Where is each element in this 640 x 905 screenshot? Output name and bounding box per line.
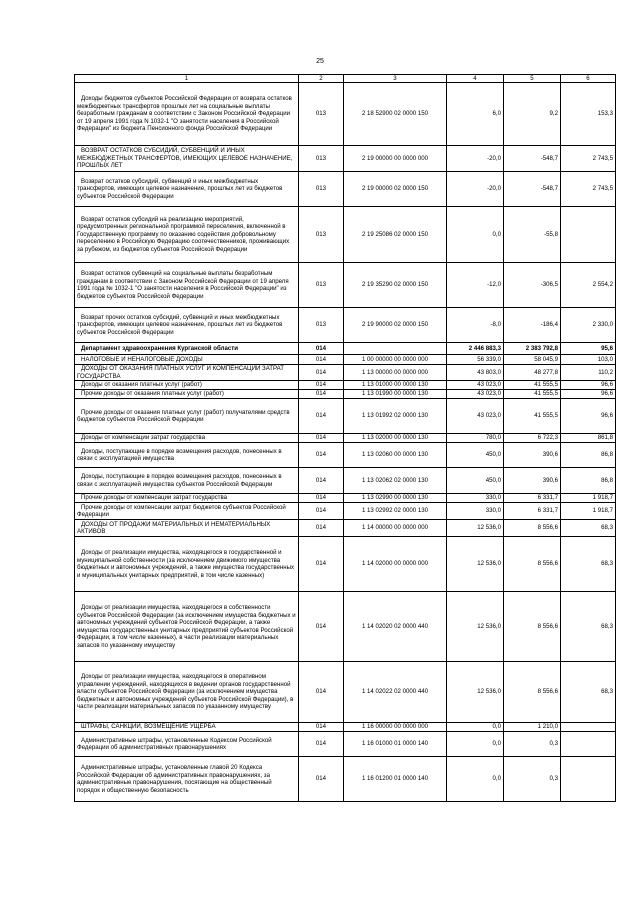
- actual-value-cell: 2 383 792,8: [504, 343, 561, 355]
- plan-value-cell: 12 536,0: [447, 662, 504, 723]
- actual-value-cell: 8 556,6: [504, 662, 561, 723]
- percent-cell: 2 743,5: [561, 146, 616, 172]
- admin-code-cell: 014: [299, 399, 344, 434]
- budget-code-cell: 1 16 01200 01 0000 140: [344, 757, 447, 802]
- actual-value-cell: 8 556,6: [504, 592, 561, 662]
- row-name-cell: Доходы от оказания платных услуг (работ): [75, 381, 299, 390]
- actual-value-cell: 41 555,5: [504, 381, 561, 390]
- plan-value-cell: 780,0: [447, 434, 504, 443]
- header-cell: 1: [75, 75, 299, 83]
- actual-value-cell: 0,3: [504, 732, 561, 757]
- table-row: [75, 343, 616, 355]
- percent-cell: [561, 723, 616, 732]
- table-row: [75, 592, 616, 662]
- table-row: [75, 503, 616, 520]
- budget-code-cell: 1 13 01992 02 0000 130: [344, 399, 447, 434]
- actual-value-cell: 390,6: [504, 443, 561, 468]
- admin-code-cell: 013: [299, 172, 344, 207]
- table-row: [75, 146, 616, 172]
- plan-value-cell: 12 536,0: [447, 520, 504, 537]
- budget-code-cell: 2 19 00000 02 0000 150: [344, 172, 447, 207]
- plan-value-cell: 43 023,0: [447, 381, 504, 390]
- actual-value-cell: 6 722,3: [504, 434, 561, 443]
- admin-code-cell: 013: [299, 263, 344, 308]
- admin-code-cell: 014: [299, 503, 344, 520]
- percent-cell: 2 330,0: [561, 308, 616, 343]
- table-row: [75, 757, 616, 802]
- row-name-cell: Административные штрафы, установленные главой 20 Кодекса Российской Федерации об административных правонарушениях, за административные правонарушения, посягающие на общественный порядок и общественную безопасность: [75, 757, 299, 802]
- percent-cell: 861,8: [561, 434, 616, 443]
- table-row: [75, 263, 616, 308]
- budget-code-cell: 2 19 90000 02 0000 150: [344, 308, 447, 343]
- row-name-cell: Доходы бюджетов субъектов Российской Федерации от возврата остатков межбюджетных трансфертов прошлых лет на социальные выплаты безработным гражданам в соответствии с Законом Российской Федерации от 19 апреля 1991 года N 1032-1 "О занятости населения в Российской Федерации" из бюджета Пенсионного фонда Российской Федерации: [75, 83, 299, 146]
- plan-value-cell: -20,0: [447, 146, 504, 172]
- row-name-cell: Административные штрафы, установленные Кодексом Российской Федерации об административных правонарушениях: [75, 732, 299, 757]
- row-name-cell: ДОХОДЫ ОТ ОКАЗАНИЯ ПЛАТНЫХ УСЛУГ И КОМПЕНСАЦИИ ЗАТРАТ ГОСУДАРСТВА: [75, 365, 299, 381]
- header-cell: 4: [447, 75, 504, 83]
- table-row: [75, 207, 616, 263]
- row-name-cell: ВОЗВРАТ ОСТАТКОВ СУБСИДИЙ, СУБВЕНЦИЙ И ИНЫХ МЕЖБЮДЖЕТНЫХ ТРАНСФЕРТОВ, ИМЕЮЩИХ ЦЕЛЕВОЕ НАЗНАЧЕНИЕ, ПРОШЛЫХ ЛЕТ: [75, 146, 299, 172]
- budget-code-cell: 1 13 02000 00 0000 130: [344, 434, 447, 443]
- row-name-cell: Прочие доходы от компенсации затрат государства: [75, 494, 299, 503]
- admin-code-cell: 014: [299, 468, 344, 494]
- percent-cell: 96,6: [561, 381, 616, 390]
- percent-cell: 153,3: [561, 83, 616, 146]
- plan-value-cell: 56 339,0: [447, 355, 504, 365]
- percent-cell: 68,3: [561, 592, 616, 662]
- actual-value-cell: 1 210,0: [504, 723, 561, 732]
- admin-code-cell: 014: [299, 732, 344, 757]
- plan-value-cell: -12,0: [447, 263, 504, 308]
- budget-code-cell: 2 18 52900 02 0000 150: [344, 83, 447, 146]
- row-name-cell: Прочие доходы от оказания платных услуг (работ): [75, 390, 299, 399]
- admin-code-cell: 014: [299, 343, 344, 355]
- budget-code-cell: 1 13 01000 00 0000 130: [344, 381, 447, 390]
- header-cell: 6: [561, 75, 616, 83]
- percent-cell: [561, 757, 616, 802]
- table-row: [75, 662, 616, 723]
- percent-cell: 110,2: [561, 365, 616, 381]
- row-name-cell: ШТРАФЫ, САНКЦИИ, ВОЗМЕЩЕНИЕ УЩЕРБА: [75, 723, 299, 732]
- row-name-cell: Возврат остатков субсидий, субвенций и иных межбюджетных трансфертов, имеющих целевое назначение, прошлых лет из бюджетов субъектов Российской Федерации: [75, 172, 299, 207]
- percent-cell: 68,3: [561, 662, 616, 723]
- admin-code-cell: 014: [299, 537, 344, 592]
- plan-value-cell: 0,0: [447, 723, 504, 732]
- row-name-cell: Доходы от компенсации затрат государства: [75, 434, 299, 443]
- table-row: [75, 723, 616, 732]
- admin-code-cell: 014: [299, 434, 344, 443]
- actual-value-cell: 41 555,5: [504, 399, 561, 434]
- percent-cell: [561, 207, 616, 263]
- plan-value-cell: 43 023,0: [447, 399, 504, 434]
- admin-code-cell: 014: [299, 757, 344, 802]
- plan-value-cell: 2 446 883,3: [447, 343, 504, 355]
- actual-value-cell: -548,7: [504, 146, 561, 172]
- plan-value-cell: 330,0: [447, 503, 504, 520]
- budget-code-cell: 1 13 02990 00 0000 130: [344, 494, 447, 503]
- table-row: [75, 732, 616, 757]
- plan-value-cell: 330,0: [447, 494, 504, 503]
- percent-cell: 68,3: [561, 537, 616, 592]
- plan-value-cell: 43 023,0: [447, 390, 504, 399]
- table-row: [75, 443, 616, 468]
- budget-code-cell: 1 14 02000 00 0000 000: [344, 537, 447, 592]
- budget-code-cell: 1 14 00000 00 0000 000: [344, 520, 447, 537]
- table-row: [75, 172, 616, 207]
- percent-cell: 96,6: [561, 399, 616, 434]
- table-row: [75, 390, 616, 399]
- budget-code-cell: 1 13 00000 00 0000 000: [344, 365, 447, 381]
- percent-cell: 103,0: [561, 355, 616, 365]
- table-row: [75, 381, 616, 390]
- admin-code-cell: 013: [299, 207, 344, 263]
- budget-code-cell: 2 19 25086 02 0000 150: [344, 207, 447, 263]
- admin-code-cell: 014: [299, 723, 344, 732]
- row-name-cell: Доходы от реализации имущества, находящегося в оперативном управлении учреждений, находящихся в ведении органов государственной власти субъектов Российской Федерации (за исключением имущества бюджетных и автономных учреждений субъектов Российской Федерации), в части реализации материальных запасов по указанному имуществу: [75, 662, 299, 723]
- header-cell: 5: [504, 75, 561, 83]
- table-row: [75, 83, 616, 146]
- budget-code-cell: 1 16 00000 00 0000 000: [344, 723, 447, 732]
- row-name-cell: ДОХОДЫ ОТ ПРОДАЖИ МАТЕРИАЛЬНЫХ И НЕМАТЕРИАЛЬНЫХ АКТИВОВ: [75, 520, 299, 537]
- admin-code-cell: 013: [299, 308, 344, 343]
- actual-value-cell: 58 045,9: [504, 355, 561, 365]
- actual-value-cell: 48 277,8: [504, 365, 561, 381]
- plan-value-cell: 43 803,0: [447, 365, 504, 381]
- table-row: [75, 355, 616, 365]
- actual-value-cell: -55,8: [504, 207, 561, 263]
- percent-cell: 2 554,2: [561, 263, 616, 308]
- row-name-cell: Прочие доходы от оказания платных услуг (работ) получателями средств бюджетов субъектов Российской Федерации: [75, 399, 299, 434]
- actual-value-cell: 41 555,5: [504, 390, 561, 399]
- percent-cell: 86,8: [561, 468, 616, 494]
- admin-code-cell: 014: [299, 355, 344, 365]
- budget-code-cell: 2 19 00000 00 0000 000: [344, 146, 447, 172]
- budget-code-cell: 1 14 02022 02 0000 440: [344, 662, 447, 723]
- table-row: [75, 365, 616, 381]
- plan-value-cell: -20,0: [447, 172, 504, 207]
- actual-value-cell: 8 556,6: [504, 537, 561, 592]
- actual-value-cell: 8 556,6: [504, 520, 561, 537]
- budget-code-cell: 1 14 02020 02 0000 440: [344, 592, 447, 662]
- plan-value-cell: 0,0: [447, 207, 504, 263]
- row-name-cell: Прочие доходы от компенсации затрат бюджетов субъектов Российской Федерации: [75, 503, 299, 520]
- budget-code-cell: 1 13 01990 00 0000 130: [344, 390, 447, 399]
- admin-code-cell: 013: [299, 146, 344, 172]
- budget-code-cell: 1 16 01000 01 0000 140: [344, 732, 447, 757]
- actual-value-cell: 6 331,7: [504, 503, 561, 520]
- row-name-cell: Возврат остатков субсидий на реализацию мероприятий, предусмотренных региональной программой переселения, включенной в Государственную программу по оказанию содействия добровольному переселению в Российскую Федерацию соотечественников, проживающих за рубежом, из бюджетов субъектов Российской Федерации: [75, 207, 299, 263]
- percent-cell: 1 918,7: [561, 503, 616, 520]
- table-row: [75, 308, 616, 343]
- row-name-cell: Возврат прочих остатков субсидий, субвенций и иных межбюджетных трансфертов, имеющих целевое назначение, прошлых лет из бюджетов субъектов Российской Федерации: [75, 308, 299, 343]
- plan-value-cell: 450,0: [447, 468, 504, 494]
- plan-value-cell: 450,0: [447, 443, 504, 468]
- percent-cell: [561, 732, 616, 757]
- admin-code-cell: 014: [299, 390, 344, 399]
- table-row: [75, 468, 616, 494]
- admin-code-cell: 014: [299, 494, 344, 503]
- header-cell: 3: [344, 75, 447, 83]
- budget-code-cell: [344, 343, 447, 355]
- percent-cell: 2 743,5: [561, 172, 616, 207]
- admin-code-cell: 014: [299, 381, 344, 390]
- budget-revenue-table: [74, 74, 616, 802]
- row-name-cell: Доходы от реализации имущества, находящегося в государственной и муниципальной собственности (за исключением движимого имущества бюджетных и автономных учреждений, а также имущества государственных и муниципальных унитарных предприятий, в том числе казенных): [75, 537, 299, 592]
- percent-cell: 96,6: [561, 390, 616, 399]
- table-row: [75, 434, 616, 443]
- row-name-cell: Возврат остатков субвенций на социальные выплаты безработным гражданам в соответствии с Законом Российской Федерации от 19 апреля 1991 года № 1032-1 "О занятости населения в Российской Федерации" из бюджетов субъектов Российской Федерации: [75, 263, 299, 308]
- admin-code-cell: 013: [299, 83, 344, 146]
- percent-cell: 1 918,7: [561, 494, 616, 503]
- budget-code-cell: 1 13 02992 02 0000 130: [344, 503, 447, 520]
- actual-value-cell: -306,5: [504, 263, 561, 308]
- row-name-cell: Доходы, поступающие в порядке возмещения расходов, понесенных в связи с эксплуатацией имущества: [75, 443, 299, 468]
- budget-code-cell: 1 00 00000 00 0000 000: [344, 355, 447, 365]
- row-name-cell: Доходы от реализации имущества, находящегося в собственности субъектов Российской Федерации (за исключением имущества бюджетных и автономных учреждений субъектов Российской Федерации, а также имущества государственных унитарных предприятий субъектов Российской Федерации, в том числе казенных), в части реализации материальных запасов по указанному имуществу: [75, 592, 299, 662]
- admin-code-cell: 014: [299, 662, 344, 723]
- admin-code-cell: 014: [299, 520, 344, 537]
- row-name-cell: Департамент здравоохранения Курганской области: [75, 343, 299, 355]
- budget-code-cell: 1 13 02062 02 0000 130: [344, 468, 447, 494]
- plan-value-cell: 0,0: [447, 732, 504, 757]
- budget-code-cell: 2 19 35290 02 0000 150: [344, 263, 447, 308]
- header-cell: 2: [299, 75, 344, 83]
- table-row: [75, 537, 616, 592]
- actual-value-cell: 390,6: [504, 468, 561, 494]
- percent-cell: 86,8: [561, 443, 616, 468]
- admin-code-cell: 014: [299, 592, 344, 662]
- row-name-cell: Доходы, поступающие в порядке возмещения расходов, понесенных в связи с эксплуатацией имущества субъектов Российской Федерации: [75, 468, 299, 494]
- table-row: [75, 399, 616, 434]
- table-header-row: [75, 75, 616, 83]
- actual-value-cell: 9,2: [504, 83, 561, 146]
- percent-cell: 95,6: [561, 343, 616, 355]
- actual-value-cell: 0,3: [504, 757, 561, 802]
- percent-cell: 68,3: [561, 520, 616, 537]
- plan-value-cell: 6,0: [447, 83, 504, 146]
- actual-value-cell: -186,4: [504, 308, 561, 343]
- plan-value-cell: 12 536,0: [447, 537, 504, 592]
- table-row: [75, 494, 616, 503]
- page-number: 25: [316, 58, 324, 65]
- admin-code-cell: 014: [299, 365, 344, 381]
- plan-value-cell: -8,0: [447, 308, 504, 343]
- budget-code-cell: 1 13 02060 00 0000 130: [344, 443, 447, 468]
- actual-value-cell: -548,7: [504, 172, 561, 207]
- plan-value-cell: 0,0: [447, 757, 504, 802]
- table-row: [75, 520, 616, 537]
- admin-code-cell: 014: [299, 443, 344, 468]
- row-name-cell: НАЛОГОВЫЕ И НЕНАЛОГОВЫЕ ДОХОДЫ: [75, 355, 299, 365]
- plan-value-cell: 12 536,0: [447, 592, 504, 662]
- actual-value-cell: 6 331,7: [504, 494, 561, 503]
